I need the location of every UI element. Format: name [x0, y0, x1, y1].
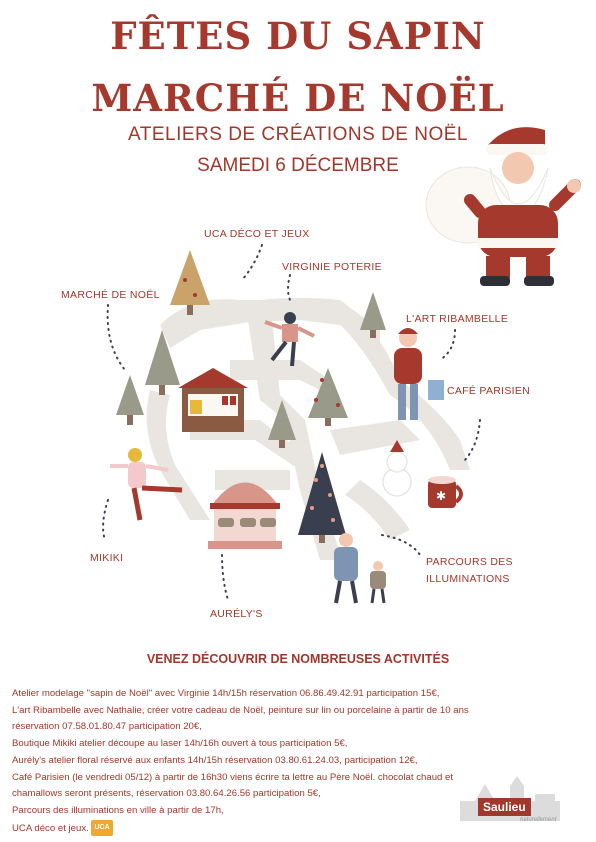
activity-line: Atelier modelage "sapin de Noël" avec Virginie 14h/15h réservation 06.86.49.42.91 participation 15€, [12, 688, 440, 699]
hot-chocolate-mug [428, 476, 461, 508]
snowman [383, 440, 411, 496]
subtitle: ATELIERS DE CRÉATIONS DE NOËL [127, 124, 469, 145]
activities-title: VENEZ DÉCOUVRIR DE NOMBREUSES ACTIVITÉS [146, 652, 450, 666]
uca-logo-badge: UCA [91, 820, 112, 837]
label-aurelys: AURÉLY'S [210, 608, 263, 620]
activity-line: L'art Ribambelle avec Nathalie, créer votre cadeau de Noël, peinture sur lin ou porcelaine à partir de 10 ans [12, 704, 469, 716]
label-cafe-parisien: CAFÉ PARISIEN [447, 385, 531, 397]
activity-line: Boutique Mikiki atelier découpe au laser 14h/16h ouvert à tous participation 5€, [12, 738, 348, 750]
label-uca-deco-jeux: UCA DÉCO ET JEUX [204, 228, 310, 240]
activity-line-text: UCA déco et jeux. [12, 822, 89, 834]
activity-line: réservation 07.58.01.80.47 participation 20€, [12, 721, 202, 733]
label-parcours-line2: ILLUMINATIONS [426, 573, 510, 585]
saulieu-tagline: naturellement [520, 817, 557, 823]
activity-line: Café Parisien (le vendredi 05/12) à partir de 16h30 viens écrire ta lettre au Père Noël. chocolat chaud et [12, 771, 454, 783]
activity-line: Parcours des illuminations en ville à partir de 17h, [12, 804, 224, 816]
family-walking [334, 533, 386, 603]
label-virginie-poterie: VIRGINIE POTERIE [282, 261, 382, 273]
activity-line: Aurély's atelier floral réservé aux enfants 14h/15h réservation 03.80.61.24.03, participation 12€, [12, 754, 418, 766]
label-mikiki: MIKIKI [90, 552, 124, 564]
label-art-ribambelle: L'ART RIBAMBELLE [406, 313, 509, 325]
carousel [208, 483, 282, 550]
title-line-2: MARCHÉ DE NOËL [91, 76, 505, 120]
saulieu-logo: Saulieu [478, 798, 531, 816]
activity-line: chamallows seront présents, réservation 03.80.64.26.56 participation 5€, [12, 788, 321, 800]
label-parcours-line1: PARCOURS DES [426, 556, 513, 568]
title-line-1: FÊTES DU SAPIN [110, 14, 486, 58]
santa-claus-illustration [426, 127, 581, 286]
label-marche-de-noel: MARCHÉ DE NOËL [61, 289, 160, 301]
svg-text:✱: ✱ [436, 489, 447, 503]
event-date: SAMEDI 6 DÉCEMBRE [197, 155, 399, 176]
